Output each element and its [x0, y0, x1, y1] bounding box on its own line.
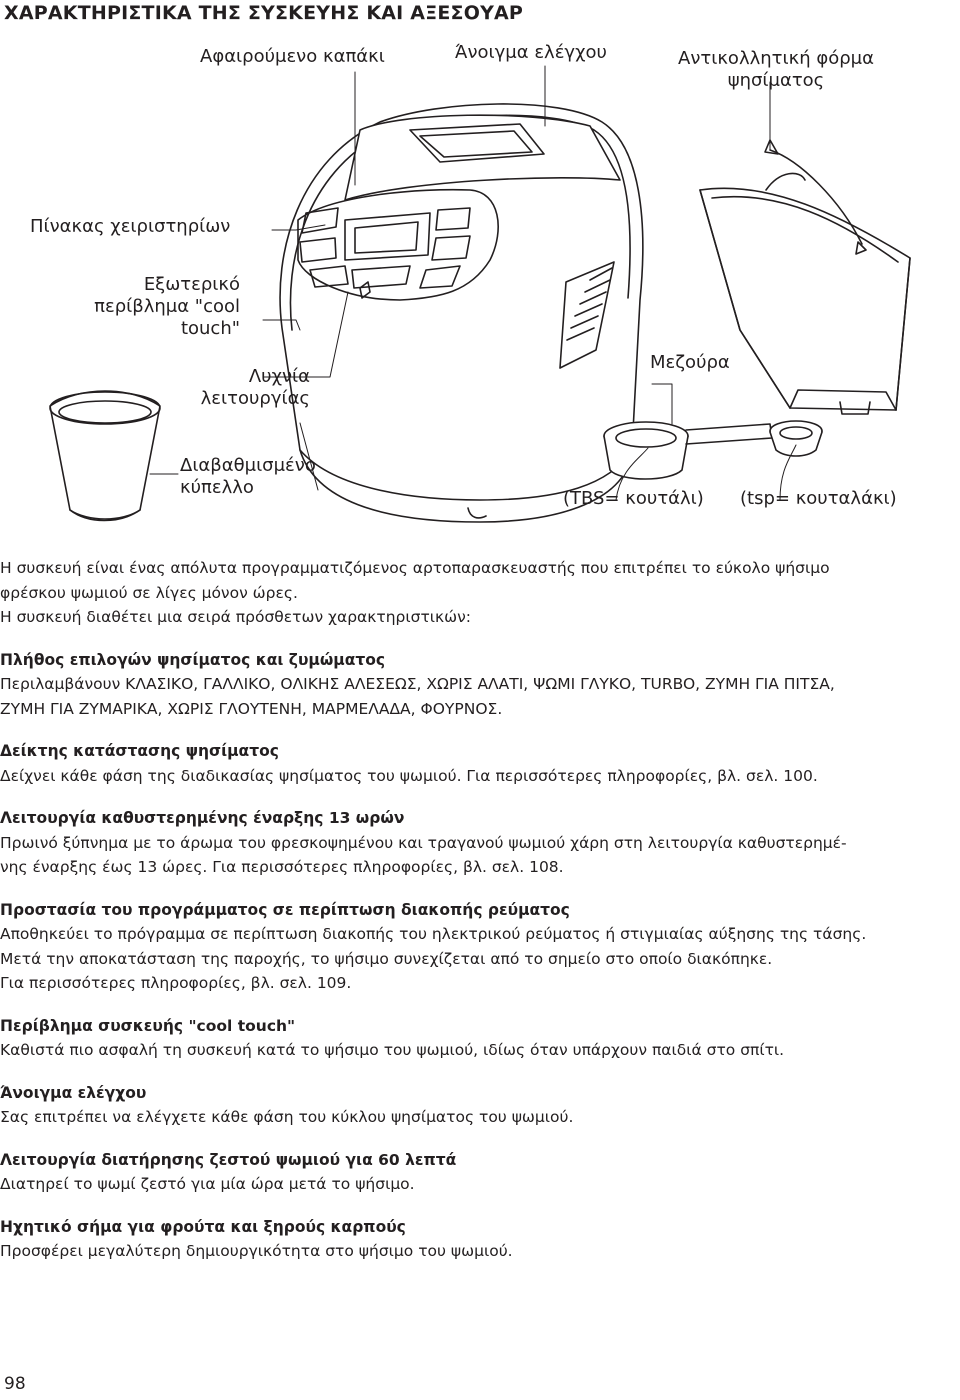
page-number: 98 [4, 1374, 26, 1394]
section-line: Δείχνει κάθε φάση της διαδικασίας ψησίματος του ψωμιού. Για περισσότερες πληροφορίες, βλ. σελ. 100. [0, 766, 818, 785]
section-heading: Περίβλημα συσκευής "cool touch" [0, 1016, 296, 1035]
section-heading: Λειτουργία καθυστερημένης έναρξης 13 ωρών [0, 809, 405, 827]
measuring-cup-drawing [50, 391, 160, 521]
callout-nonstick-pan [656, 48, 896, 92]
callout-nonstick-pan-line2: ψησίματος [727, 70, 825, 91]
callout-cup-line2: κύπελλο [180, 477, 254, 498]
callout-cool-touch-line2: περίβλημα "cool [94, 296, 240, 317]
measuring-spoon-drawing [604, 421, 822, 479]
section-line: Προσφέρει μεγαλύτερη δημιουργικότητα στο ψήσιμο του ψωμιού. [0, 1242, 513, 1260]
callout-indicator-line2: λειτουργίας [200, 388, 310, 409]
feature-section [0, 898, 960, 996]
section-line: Καθιστά πιο ασφαλή τη συσκευή κατά το ψήσιμο του ψωμιού, ιδίως όταν υπάρχουν παιδιά στο σπίτι. [0, 1041, 785, 1059]
section-line: Αποθηκεύει το πρόγραμμα σε περίπτωση διακοπής του ηλεκτρικού ρεύματος ή στιγμιαίας αύξησης της τάσης. [0, 925, 867, 943]
callout-kneader: Μεζούρα [650, 352, 730, 373]
section-line: νης έναρξης έως 13 ώρες. Για περισσότερες πληροφορίες, βλ. σελ. 108. [0, 858, 564, 876]
section-heading: Λειτουργία διατήρησης ζεστού ψωμιού για 60 λεπτά [0, 1150, 457, 1169]
feature-section [0, 1081, 960, 1130]
intro-line: Η συσκευή είναι ένας απόλυτα προγραμματιζόμενος αρτοπαρασκευαστής που επιτρέπει το εύκολο ψήσιμο [0, 559, 830, 577]
bread-maker-drawing [280, 104, 643, 522]
feature-section [0, 1148, 960, 1197]
callout-cool-touch-line1: Εξωτερικό [143, 274, 240, 295]
feature-section [0, 648, 960, 722]
section-heading: Ηχητικό σήμα για φρούτα και ξηρούς καρπούς [0, 1217, 406, 1236]
section-heading: Άνοιγμα ελέγχου [0, 1083, 147, 1102]
page-title: ΧΑΡΑΚΤΗΡΙΣΤΙΚΑ ΤΗΣ ΣΥΣΚΕΥΗΣ ΚΑΙ ΑΞΕΣΟΥΑΡ [4, 2, 524, 24]
callout-cup [180, 455, 316, 499]
callout-removable-lid: Αφαιρούμενο καπάκι [200, 46, 385, 67]
callout-tbs: (TBS= κουτάλι) [563, 488, 704, 509]
callout-cool-touch-line3: touch" [180, 318, 240, 339]
callout-indicator-light [100, 366, 310, 410]
feature-section [0, 1014, 960, 1063]
callout-control-panel: Πίνακας χειριστηρίων [30, 216, 231, 237]
callout-tsp: (tsp= κουταλάκι) [740, 488, 897, 509]
section-line: Διατηρεί το ψωμί ζεστό για μία ώρα μετά το ψήσιμο. [0, 1175, 415, 1193]
callout-nonstick-pan-line1: Αντικολλητική φόρμα [678, 48, 874, 69]
section-line: ΖΥΜΗ ΓΙΑ ΖΥΜΑΡΙΚΑ, ΧΩΡΙΣ ΓΛΟΥΤΕΝΗ, ΜΑΡΜΕΛΑΔΑ, ΦΟΥΡΝΟΣ. [0, 699, 503, 718]
feature-section [0, 739, 960, 788]
section-line: Για περισσότερες πληροφορίες, βλ. σελ. 109. [0, 974, 352, 992]
section-heading: Προστασία του προγράμματος σε περίπτωση διακοπής ρεύματος [0, 900, 570, 919]
section-heading: Δείκτης κατάστασης ψησίματος [0, 742, 279, 760]
feature-section [0, 806, 960, 880]
features-text [0, 556, 960, 1264]
bread-pan-drawing [700, 140, 910, 414]
feature-section [0, 1215, 960, 1264]
callout-cool-touch [50, 274, 240, 340]
callout-viewing-window: Άνοιγμα ελέγχου [455, 42, 607, 63]
section-line: Σας επιτρέπει να ελέγχετε κάθε φάση του κύκλου ψησίματος του ψωμιού. [0, 1108, 574, 1126]
section-heading: Πλήθος επιλογών ψησίματος και ζυμώματος [0, 650, 386, 669]
section-line: Πρωινό ξύπνημα με το άρωμα του φρεσκοψημένου και τραγανού ψωμιού χάρη στη λειτουργία καθυστερημέ- [0, 833, 847, 852]
callout-cup-line1: Διαβαθμισμένο [180, 455, 316, 476]
intro-line: φρέσκου ψωμιού σε λίγες μόνον ώρες. [0, 583, 298, 602]
section-line: Μετά την αποκατάσταση της παροχής, το ψήσιμο συνεχίζεται από το σημείο στο οποίο διακόπηκε. [0, 949, 773, 968]
callout-indicator-line1: Λυχνία [248, 366, 310, 387]
intro-line: Η συσκευή διαθέτει μια σειρά πρόσθετων χαρακτηριστικών: [0, 608, 472, 626]
section-line: Περιλαμβάνουν ΚΛΑΣΙΚΟ, ΓΑΛΛΙΚΟ, ΟΛΙΚΗΣ ΑΛΕΣΕΩΣ, ΧΩΡΙΣ ΑΛΑΤΙ, ΨΩΜΙ ΓΛΥΚΟ, TURBO, ΖΥΜΗ ΓΙΑ ΠΙΤΣΑ, [0, 675, 835, 693]
